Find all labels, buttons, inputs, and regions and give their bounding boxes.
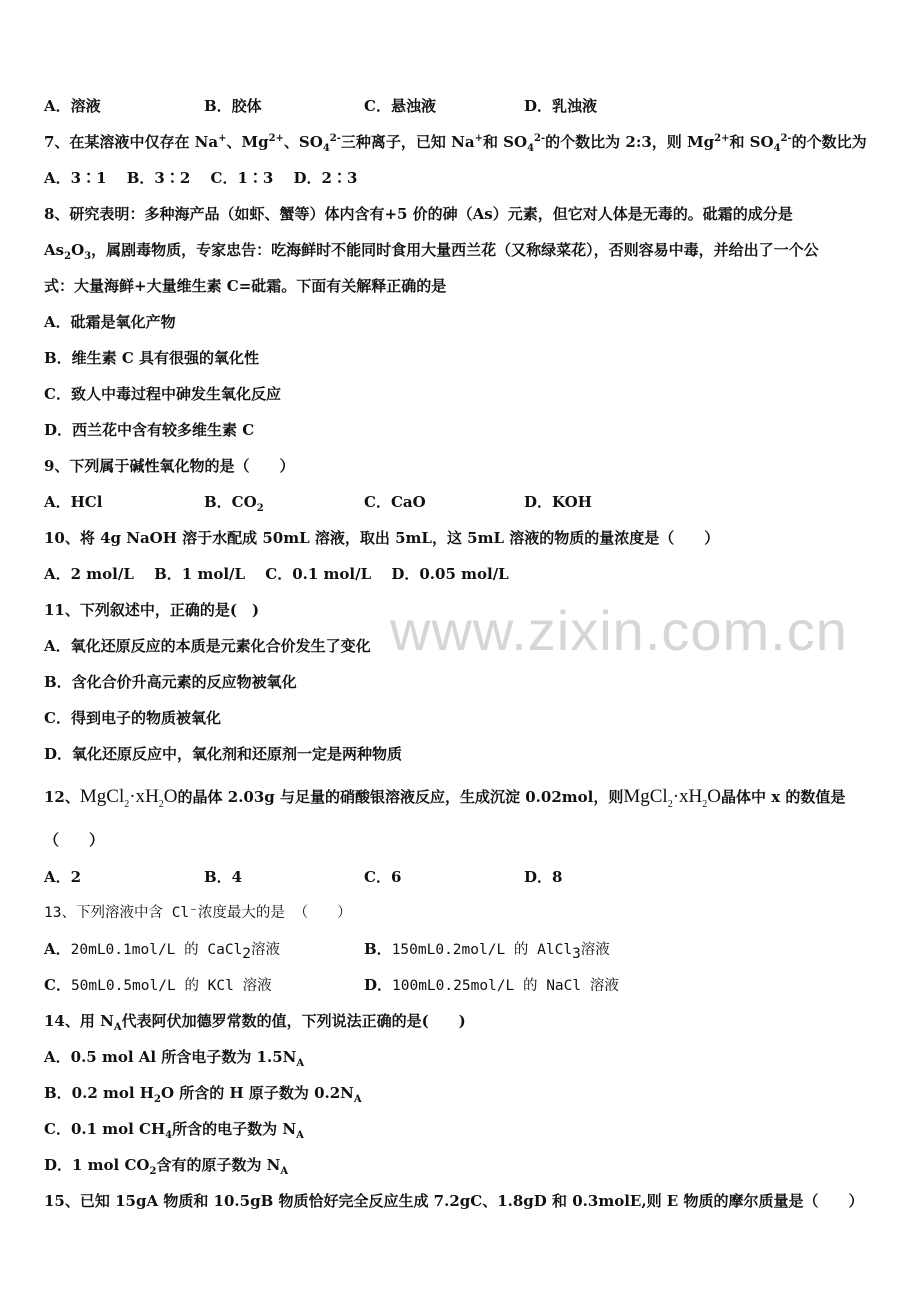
q8-option-a: A．砒霜是氧化产物: [44, 313, 176, 331]
q11-option-c: C．得到电子的物质被氧化: [44, 709, 221, 727]
q12-formula-2: $MgCl_2\cdot xH_2O$: [623, 786, 721, 810]
q13-option-b: B．150mL0.2mol/L 的 AlCl$_3$溶液: [364, 940, 610, 962]
q6-option-a: A．溶液: [44, 97, 101, 115]
q12-stem: 12、$MgCl_2\cdot xH_2O$的晶体 2.03g 与足量的硝酸银溶液反应，生成沉淀 0.02mol，则$MgCl_2\cdot xH_2O$晶体中 x 的数值是: [44, 786, 846, 810]
q8-stem-line2: $As_2O_3$，属剧毒物质，专家忠告：吃海鲜时不能同时食用大量西兰花（又称绿菜花），否则容易中毒，并给出了一个公: [44, 241, 819, 262]
q9-option-d: D．KOH: [524, 493, 592, 511]
q14-stem: 14、用 $N_A$代表阿伏加德罗常数的值，下列说法正确的是( ): [44, 1012, 466, 1033]
q14-option-d: D．1 mol $CO_2$含有的原子数为 $N_A$: [44, 1156, 289, 1177]
q7-stem: 7、在某溶液中仅存在 Na+、$Mg^{2+}$、$SO_4^{2-}$三种离子，已知 Na+和 $SO_4^{2-}$的个数比为 2:3，则 $Mg^{2+}$和 $SO_4^{2-}$的个数比为: [44, 133, 867, 154]
q13-option-c: C．50mL0.5mol/L 的 KCl 溶液: [44, 976, 272, 994]
q7-options: A．3∶1 B．3∶2 C．1∶3 D．2∶3: [44, 169, 358, 187]
q12-option-b: B．4: [204, 868, 243, 886]
q9-option-b: B．$CO_2$: [204, 493, 264, 514]
q8-option-b: B．维生素 C 具有很强的氧化性: [44, 349, 260, 367]
q8-option-d: D．西兰花中含有较多维生素 C: [44, 421, 255, 439]
q15-stem: 15、已知 15gA 物质和 10.5gB 物质恰好完全反应生成 7.2gC、1.8gD 和 0.3molE,则 E 物质的摩尔质量是（ ）: [44, 1192, 864, 1210]
q6-option-d: D．乳浊液: [524, 97, 598, 115]
q12-formula-1: $MgCl_2\cdot xH_2O$: [79, 786, 178, 810]
q11-stem: 11、下列叙述中，正确的是( ): [44, 601, 260, 619]
q6-option-c: C．悬浊液: [364, 97, 436, 115]
q12-paren: （ ）: [44, 831, 105, 849]
q12-option-a: A．2: [44, 868, 82, 886]
q14-option-a: A．0.5 mol Al 所含电子数为 $1.5N_A$: [44, 1048, 305, 1069]
q12-option-d: D．8: [524, 868, 563, 886]
q14-option-c: C．0.1 mol $CH_4$所含的电子数为 $N_A$: [44, 1120, 304, 1141]
q11-option-a: A．氧化还原反应的本质是元素化合价发生了变化: [44, 637, 371, 655]
q13-option-a: A．20mL0.1mol/L 的 CaCl$_2$溶液: [44, 940, 281, 962]
q8-option-c: C．致人中毒过程中砷发生氧化反应: [44, 385, 281, 403]
q11-option-d: D．氧化还原反应中，氧化剂和还原剂一定是两种物质: [44, 745, 403, 763]
watermark: www.zixin.com.cn: [390, 599, 848, 662]
q13-stem: 13、下列溶液中含 Cl⁻浓度最大的是 （ ）: [44, 905, 352, 921]
q12-option-c: C．6: [364, 868, 402, 886]
q9-option-c: C．CaO: [364, 493, 426, 511]
q9-stem: 9、下列属于碱性氧化物的是（ ）: [44, 457, 295, 475]
q8-stem-line3: 式：大量海鲜+大量维生素 C=砒霜。下面有关解释正确的是: [44, 277, 447, 295]
q14-option-b: B．0.2 mol $H_2O$ 所含的 H 原子数为 $0.2N_A$: [44, 1084, 362, 1105]
q10-options: A．2 mol/L B．1 mol/L C．0.1 mol/L D．0.05 mol/L: [44, 565, 509, 583]
q8-stem-line1: 8、研究表明：多种海产品（如虾、蟹等）体内含有+5 价的砷（As）元素，但它对人体是无毒的。砒霜的成分是: [44, 205, 793, 223]
q13-option-d: D．100mL0.25mol/L 的 NaCl 溶液: [364, 976, 619, 994]
q11-option-b: B．含化合价升高元素的反应物被氧化: [44, 673, 297, 691]
q10-stem: 10、将 4g NaOH 溶于水配成 50mL 溶液，取出 5mL，这 5mL 溶液的物质的量浓度是（ ）: [44, 529, 720, 547]
q9-option-a: A．HCl: [44, 493, 103, 511]
q6-option-b: B．胶体: [204, 97, 262, 115]
